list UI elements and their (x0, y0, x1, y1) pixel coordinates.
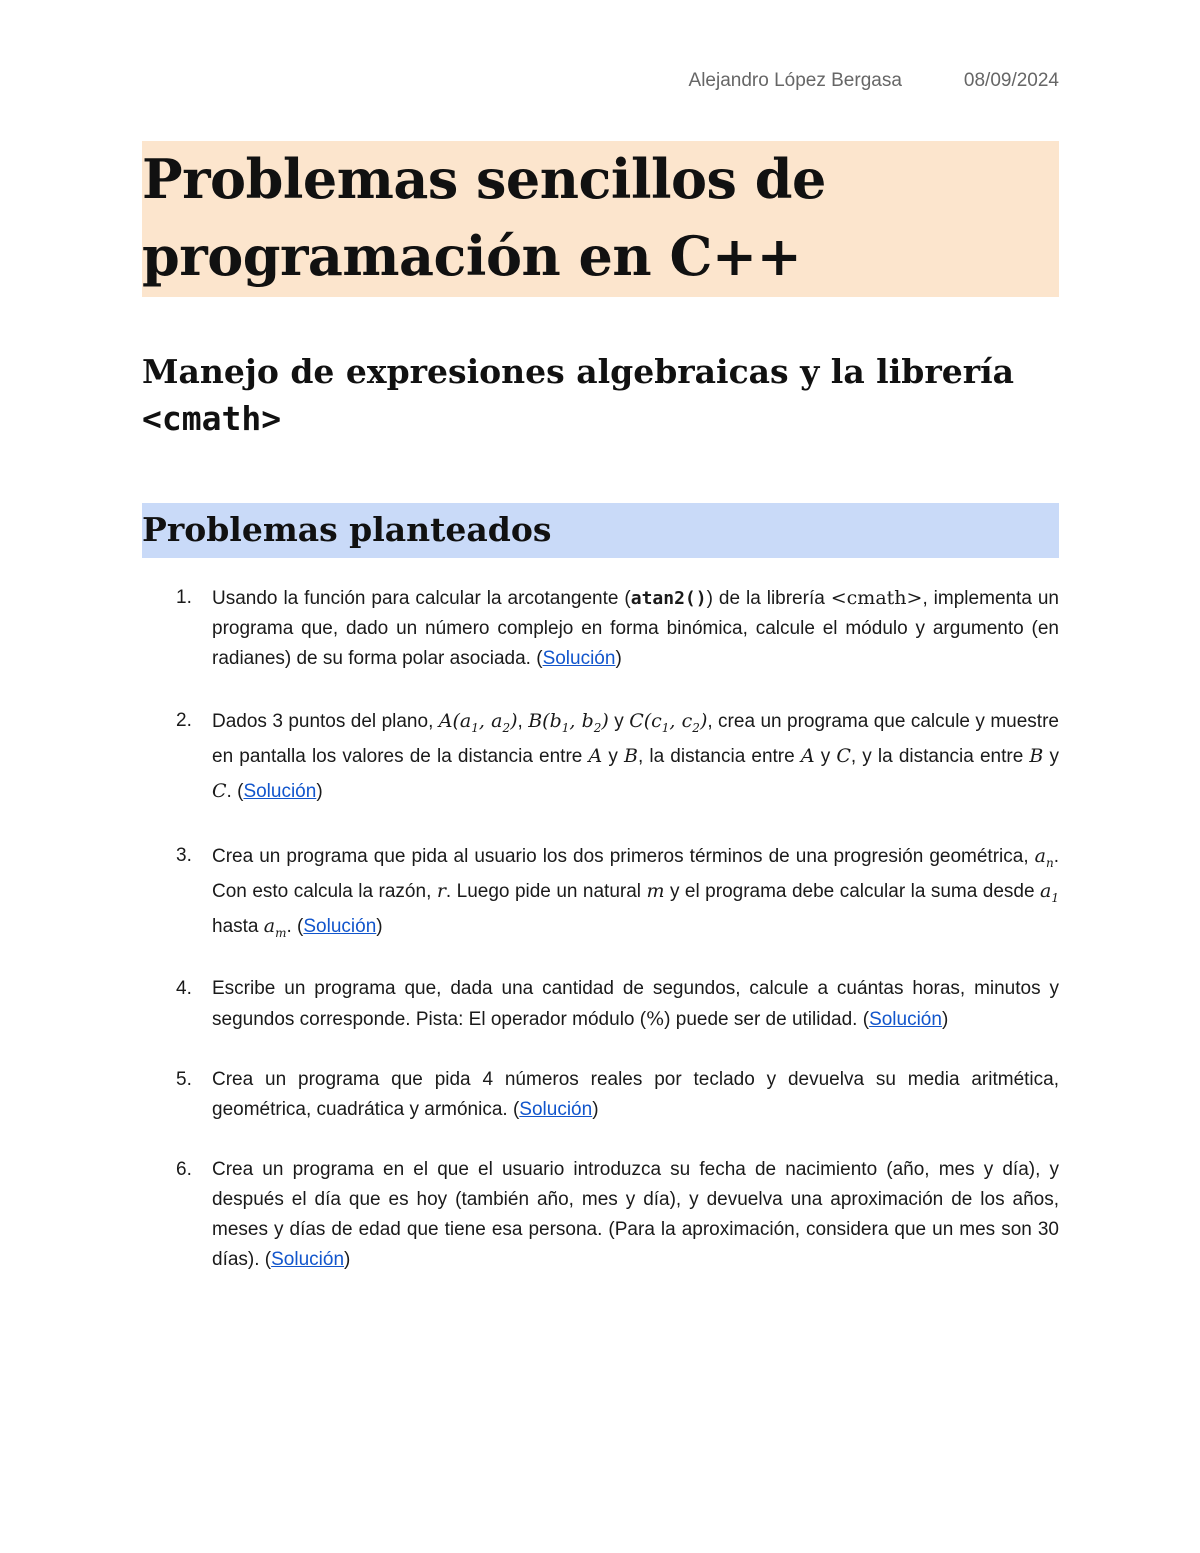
inline-math: m (646, 880, 665, 902)
problem-text: y (608, 711, 630, 732)
problem-text: Crea un programa en el que el usuario introduzca su fecha de nacimiento (año, mes y día), y después el día que es hoy (también año, mes y día), y devuelva una aproximación de los años, meses y días de edad que tiene esa persona. (Para la aproximación, considera que un mes son 30 días). ( (212, 1159, 1059, 1270)
list-item (142, 583, 1059, 674)
list-item (142, 839, 1059, 944)
problem-text: hasta (212, 916, 264, 937)
title-banner (142, 141, 1059, 297)
solution-link[interactable]: Solución (869, 1009, 942, 1030)
subtitle-text: Manejo de expresiones algebraicas y la librería (142, 352, 1015, 391)
problem-list (142, 583, 1059, 1275)
inline-math: $a_m$ (263, 915, 287, 940)
problem-text: . ( (226, 781, 244, 802)
inline-math: C (212, 780, 227, 802)
list-number: 1. (176, 587, 192, 608)
document-subtitle (142, 348, 1059, 442)
problem-text: Crea un programa que pida al usuario los dos primeros términos de una progresión geométrica, (212, 846, 1035, 867)
solution-link[interactable]: Solución (243, 781, 317, 802)
solution-link[interactable]: Solución (303, 916, 377, 937)
subtitle-code: <cmath> (142, 399, 282, 438)
inline-math: B (1029, 745, 1044, 767)
problem-text: . Luego pide un natural (445, 881, 647, 902)
problem-text: , la distancia entre (637, 746, 801, 767)
list-number: 3. (176, 845, 192, 866)
list-item (142, 1065, 1059, 1125)
inline-math: B (623, 745, 638, 767)
list-number: 5. (176, 1069, 192, 1090)
problem-text: , (517, 711, 529, 732)
section-banner (142, 503, 1059, 558)
section-title: Problemas planteados (142, 510, 552, 549)
problem-text: ) (344, 1249, 351, 1270)
list-number: 2. (176, 710, 192, 731)
problem-text: ) puede ser de utilidad. ( (664, 1009, 870, 1030)
problem-text: ) de la librería (706, 588, 831, 609)
inline-math: r (436, 880, 446, 902)
inline-code: atan2() (630, 588, 707, 609)
problem-text: Crea un programa que pida 4 números reales por teclado y devuelva su media aritmética, geométrica, cuadrática y armónica. ( (212, 1069, 1059, 1120)
point-c: $C(c_1$, $c_2$) (629, 710, 708, 735)
list-number: 4. (176, 978, 192, 999)
problem-text: ) (376, 916, 383, 937)
problem-text: , y la distancia entre (850, 746, 1030, 767)
problem-text: ) (316, 781, 323, 802)
title-line-2: programación en C++ (142, 224, 802, 288)
problem-text: ) (941, 1009, 949, 1030)
author-name: Alejandro López Bergasa (688, 70, 902, 91)
list-item: 2. Dados 3 puntos del plano, $A(a_1$, $a_2$), $B(b_1$, $b_2$) y $C(c_1$, $c_2$), crea un programa que calcule y muestre en pantalla los valores de la distancia entre A y B, la distancia entre A y C, y la distancia entre B y C. (Solución) (142, 704, 1059, 809)
solution-link[interactable]: Solución (519, 1099, 593, 1120)
problem-text: Escribe un programa que, dada una cantidad de segundos, calcule a cuántas horas, minutos y segundos corresponde. Pista: El operador módulo ( (212, 978, 1059, 1030)
problem-text: . Con esto calcula la razón, (212, 846, 1059, 902)
document-title (142, 141, 826, 295)
inline-math: $a_n$ (1034, 845, 1054, 870)
inline-math: A (588, 745, 603, 767)
list-item (142, 974, 1059, 1035)
inline-math: A (800, 745, 815, 767)
solution-link[interactable]: Solución (271, 1249, 345, 1270)
inline-math: <cmath> (830, 587, 923, 609)
inline-math: $a_1$ (1040, 880, 1059, 905)
list-item (142, 1155, 1059, 1275)
title-line-1: Problemas sencillos de (142, 147, 826, 211)
point-a: $A(a_1$, $a_2$) (438, 710, 518, 735)
point-b: $B(b_1$, $b_2$) (528, 710, 609, 735)
solution-link[interactable]: Solución (542, 648, 616, 669)
inline-math: % (646, 1008, 665, 1030)
problem-text: , implementa un programa que, dado un número complejo en forma binómica, calcule el módulo y argumento (en radianes) de su forma polar asociada. ( (212, 588, 1059, 669)
document-date: 08/09/2024 (963, 70, 1059, 91)
problem-text: , crea un programa que calcule y muestre en pantalla los valores de la distancia entre (212, 711, 1059, 767)
inline-math: C (836, 745, 851, 767)
problem-text: ) (615, 648, 622, 669)
problem-text: Usando la función para calcular la arcotangente ( (212, 588, 631, 609)
problem-text: ) (592, 1099, 599, 1120)
list-number: 6. (176, 1159, 192, 1180)
problem-text: y el programa debe calcular la suma desde (664, 881, 1041, 902)
document-header (689, 70, 1059, 92)
problem-text: Dados 3 puntos del plano, (212, 711, 439, 732)
problem-text: . ( (286, 916, 304, 937)
